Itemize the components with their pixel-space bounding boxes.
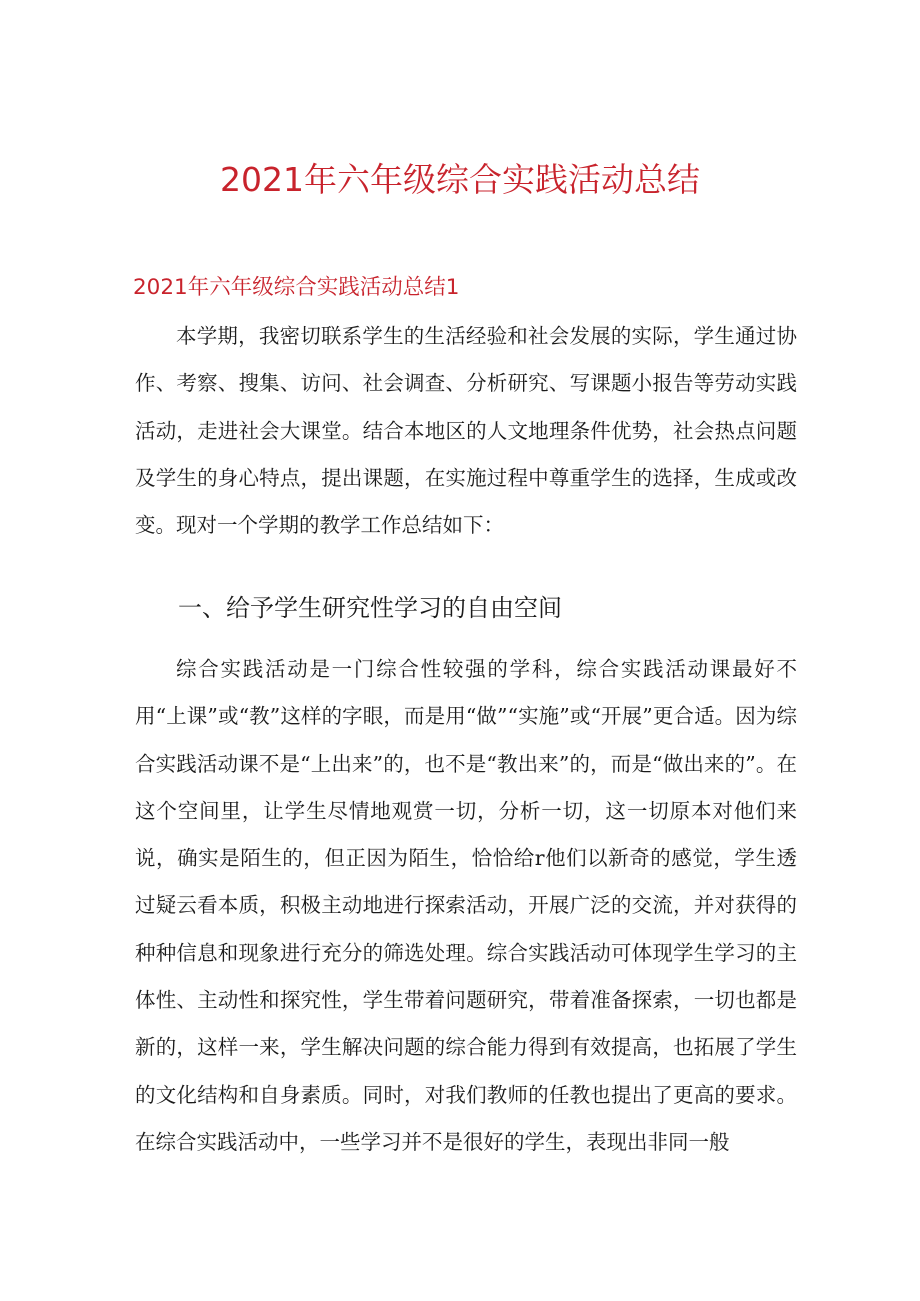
section-title: 2021年六年级综合实践活动总结1: [133, 275, 460, 300]
paragraph-intro: 本学期，我密切联系学生的生活经验和社会发展的实际，学生通过协作、考察、搜集、访问、社会调查、分析研究、写课题小报告等劳动实践活动，走进社会大课堂。结合本地区的人文地理条件优势，社会热点问题及学生的身心特点，提出课题，在实施过程中尊重学生的选择，生成或改变。现对一个学期的教学工作总结如下：: [135, 324, 797, 538]
paragraph-body: 综合实践活动是一门综合性较强的学科，综合实践活动课最好不用“上课”或“教”这样的字眼，而是用“做”“实施”或“开展”更合适。因为综合实践活动课不是“上出来”的，也不是“教出来”的，而是“做出来的”。在这个空间里，让学生尽情地观赏一切，分析一切，这一切原本对他们来说，确实是陌生的，但正因为陌生，恰恰给r他们以新奇的感觉，学生透过疑云看本质，积极主动地进行探索活动，开展广泛的交流，并对获得的种种信息和现象进行充分的筛选处理。综合实践活动可体现学生学习的主体性、主动性和探究性，学生带着问题研究，带着准备探索，一切也都是新的，这样一来，学生解决问题的综合能力得到有效提高，也拓展了学生的文化结构和自身素质。同时，对我们教师的任教也提出了更高的要求。在综合实践活动中，一些学习并不是很好的学生，表现出非同一般: [135, 657, 797, 1154]
document-title: 2021年六年级综合实践活动总结: [220, 160, 700, 199]
heading-one: 一、给予学生研究性学习的自由空间: [178, 594, 562, 622]
